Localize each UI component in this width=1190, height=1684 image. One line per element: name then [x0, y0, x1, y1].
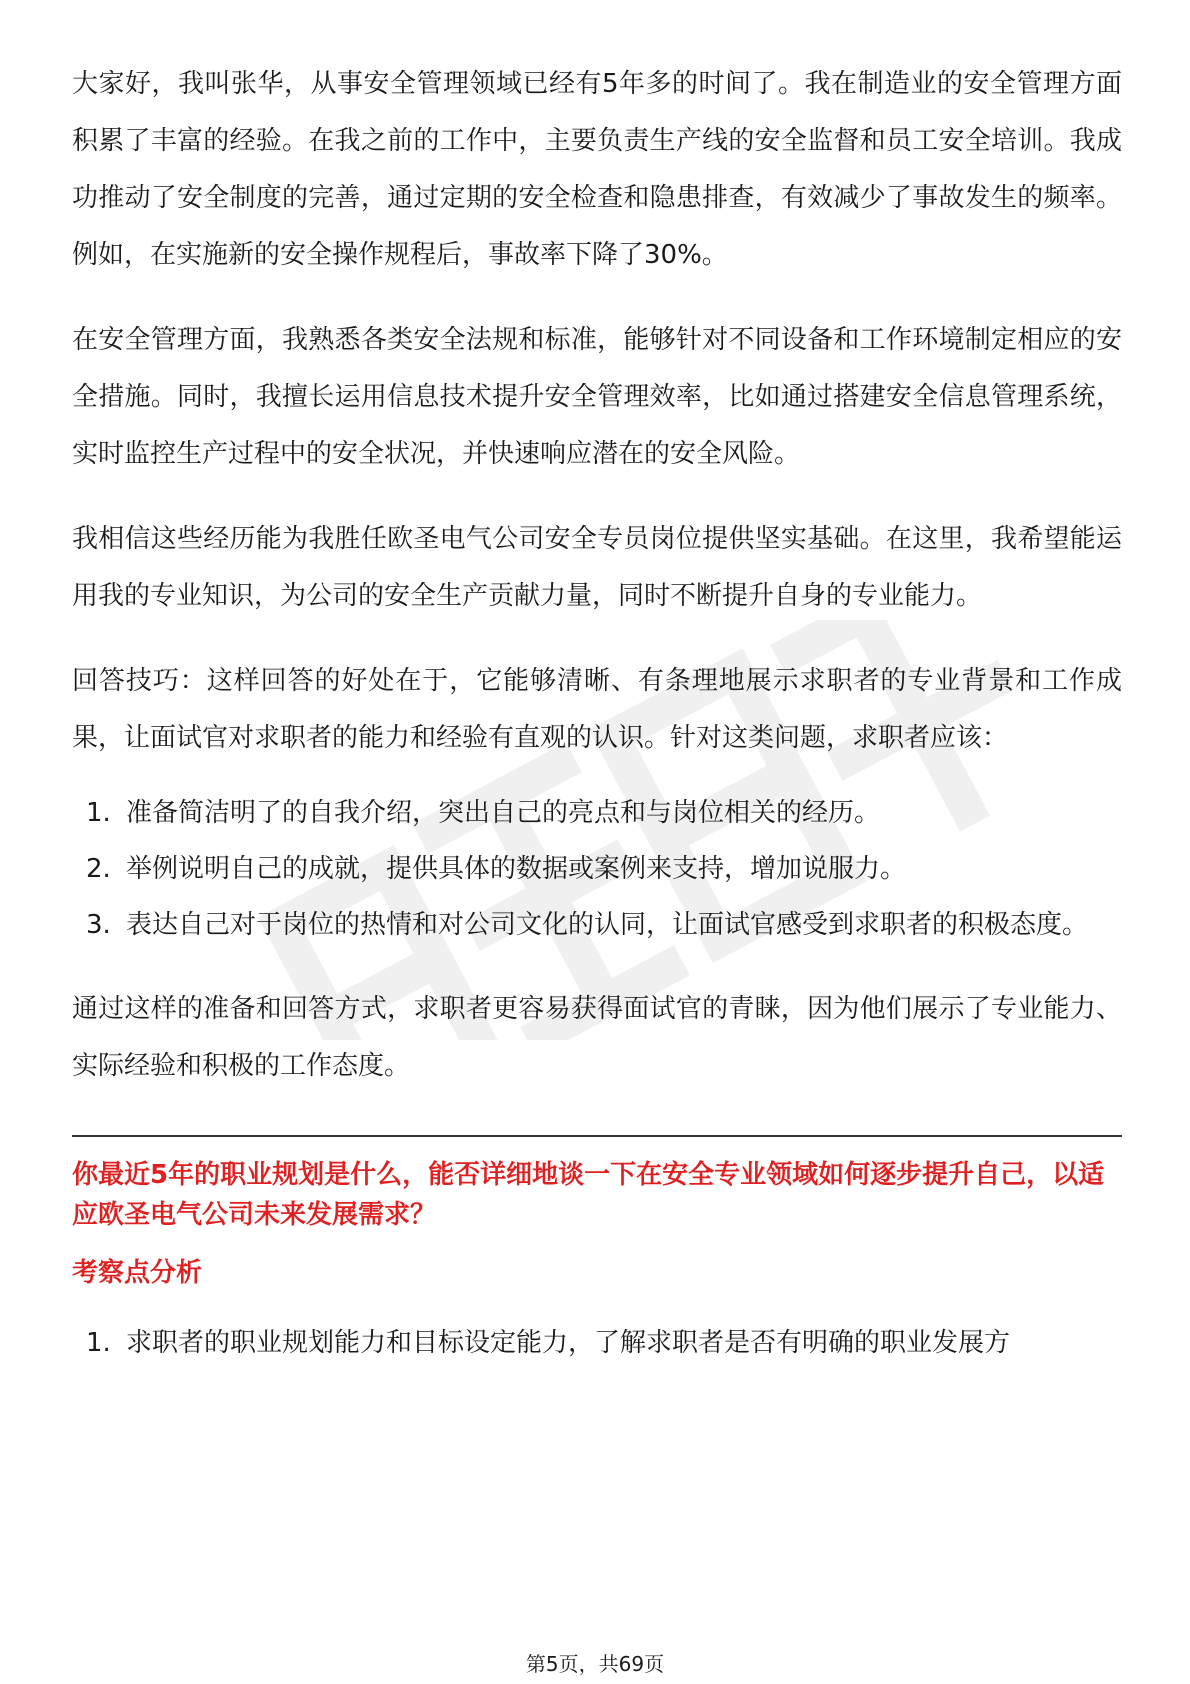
list-item	[72, 785, 1122, 841]
main-content	[72, 56, 1122, 1399]
section-divider	[72, 1135, 1122, 1137]
answer-tips-paragraph: 回答技巧：这样回答的好处在于，它能够清晰、有条理地展示求职者的专业背景和工作成果，让面试官对求职者的能力和经验有直观的认识。针对这类问题，求职者应该：	[72, 666, 1122, 753]
list-item-number: 3.	[86, 910, 111, 940]
list-item	[72, 897, 1122, 953]
list-item-text: 准备简洁明了的自我介绍，突出自己的亮点和与岗位相关的经历。	[126, 798, 881, 828]
list-item-number: 1.	[86, 798, 111, 828]
list-item	[72, 1315, 1122, 1371]
motivation-paragraph: 我相信这些经历能为我胜任欧圣电气公司安全专员岗位提供坚实基础。在这里，我希望能运用我的专业知识，为公司的安全生产贡献力量，同时不断提升自身的专业能力。	[72, 524, 1122, 611]
list-item-text: 求职者的职业规划能力和目标设定能力，了解求职者是否有明确的职业发展方	[126, 1328, 1011, 1358]
analysis-heading: 考察点分析	[72, 1258, 203, 1288]
page-footer: 第5页，共69页	[525, 1652, 665, 1676]
closing-paragraph: 通过这样的准备和回答方式，求职者更容易获得面试官的青睐，因为他们展示了专业能力、实际经验和积极的工作态度。	[72, 994, 1122, 1081]
skills-paragraph: 在安全管理方面，我熟悉各类安全法规和标准，能够针对不同设备和工作环境制定相应的安全措施。同时，我擅长运用信息技术提升安全管理效率，比如通过搭建安全信息管理系统，实时监控生产过程中的安全状况，并快速响应潜在的安全风险。	[72, 325, 1122, 469]
list-item-text: 表达自己对于岗位的热情和对公司文化的认同，让面试官感受到求职者的积极态度。	[126, 910, 1089, 940]
tips-list	[72, 785, 1122, 953]
analysis-list	[72, 1315, 1122, 1371]
list-item-text: 举例说明自己的成就，提供具体的数据或案例来支持，增加说服力。	[126, 854, 907, 884]
list-item-number: 1.	[86, 1328, 111, 1358]
list-item-number: 2.	[86, 854, 111, 884]
question-heading: 你最近5年的职业规划是什么，能否详细地谈一下在安全专业领域如何逐步提升自己，以适应欧圣电气公司未来发展需求？	[72, 1160, 1105, 1230]
intro-paragraph: 大家好，我叫张华，从事安全管理领域已经有5年多的时间了。我在制造业的安全管理方面积累了丰富的经验。在我之前的工作中，主要负责生产线的安全监督和员工安全培训。我成功推动了安全制度的完善，通过定期的安全检查和隐患排查，有效减少了事故发生的频率。例如，在实施新的安全操作规程后，事故率下降了30%。	[72, 69, 1122, 270]
list-item	[72, 841, 1122, 897]
